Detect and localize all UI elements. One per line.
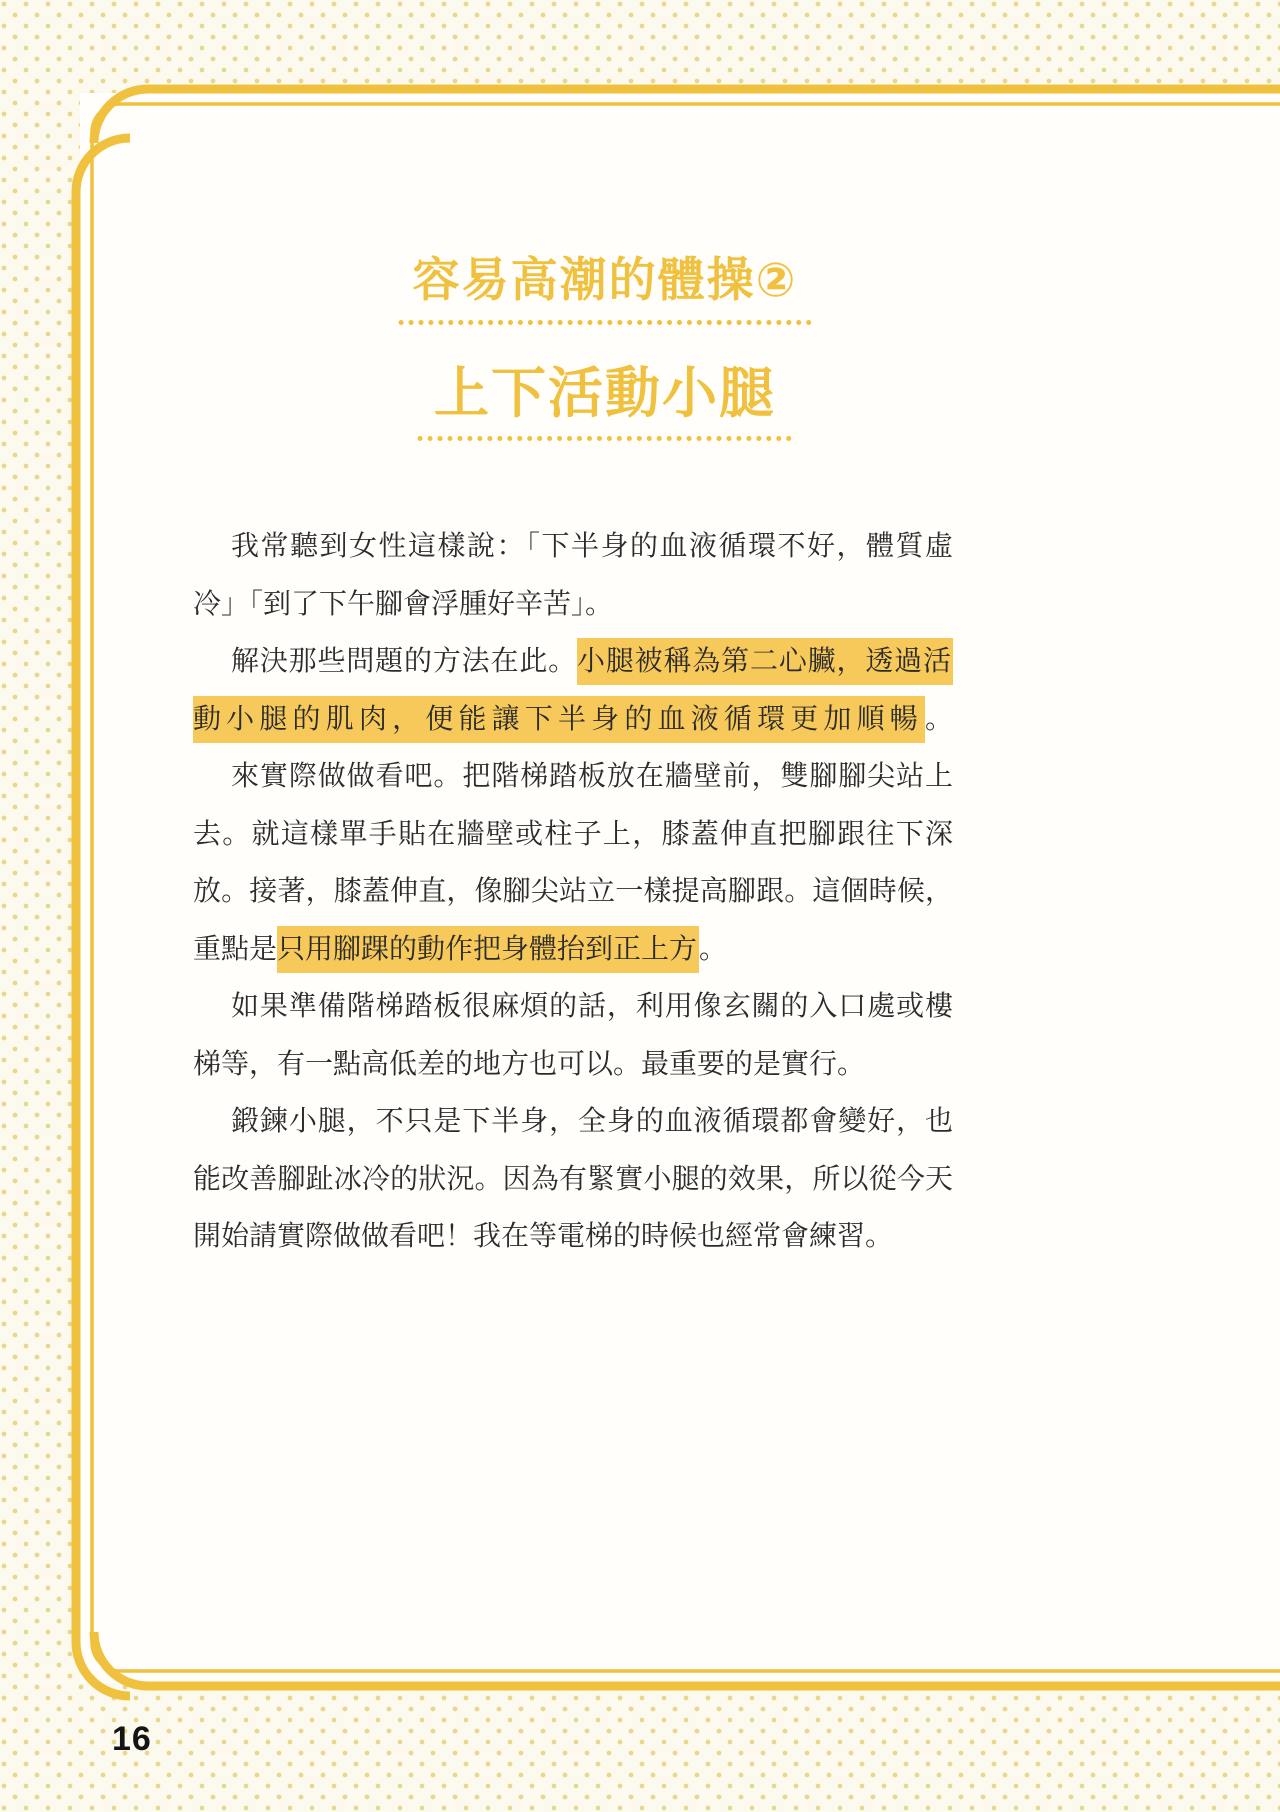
text-segment: 去。就這樣單手貼在牆壁或柱子上，膝蓋伸直把腳跟往下深 (193, 818, 953, 850)
text-segment: 冷」「到了下午腳會浮腫好辛苦」。 (193, 588, 614, 620)
highlighted-text: 只用腳踝的動作把身體抬到正上方 (277, 926, 699, 973)
text-line (193, 633, 953, 691)
exercise-subtitle-row (399, 349, 812, 441)
highlighted-text: 小腿被稱為第二心臟，透過活 (577, 638, 953, 685)
text-segment: 鍛鍊小腿，不只是下半身，全身的血液循環都會變好，也 (231, 1106, 953, 1137)
exercise-title-row (399, 243, 812, 325)
text-segment: 重點是 (193, 933, 278, 965)
highlighted-text: 動小腿的肌肉，便能讓下半身的血液循環更加順暢 (193, 696, 925, 743)
text-line (193, 748, 953, 806)
text-line (193, 1093, 953, 1151)
text-line (193, 978, 953, 1036)
text-segment: 我常聽到女性這樣說：「下半身的血液循環不好，體質虛 (231, 531, 953, 562)
text-line (193, 1036, 953, 1094)
text-segment: 來實際做做看吧。把階梯踏板放在牆壁前，雙腳腳尖站上 (231, 761, 953, 792)
text-segment: 。 (924, 703, 953, 735)
text-line (193, 691, 953, 749)
exercise-title-line1: 容易高潮的體操② (399, 243, 812, 325)
text-segment: 如果準備階梯踏板很麻煩的話，利用像玄關的入口處或樓 (231, 991, 953, 1022)
text-line (193, 576, 953, 634)
text-line (193, 806, 953, 864)
text-line (193, 1208, 953, 1266)
text-line (193, 518, 953, 576)
exercise-title-line2: 上下活動小腿 (418, 349, 792, 441)
text-line (193, 1151, 953, 1209)
text-segment: 。 (699, 933, 728, 965)
text-segment: 能改善腳趾冰冷的狀況。因為有緊實小腿的效果，所以從今天 (193, 1163, 953, 1195)
page-number: 16 (112, 1720, 152, 1758)
text-line (193, 863, 953, 921)
text-segment: 放。接著，膝蓋伸直，像腳尖站立一樣提高腳跟。這個時候， (193, 876, 953, 907)
text-segment: 解決那些問題的方法在此。 (231, 646, 577, 677)
text-segment: 開始請實際做做看吧！我在等電梯的時候也經常會練習。 (193, 1221, 894, 1252)
body-text (193, 518, 953, 1266)
chapter-title-block (399, 243, 812, 441)
text-line (193, 921, 953, 979)
text-segment: 梯等，有一點高低差的地方也可以。最重要的是實行。 (193, 1048, 866, 1080)
